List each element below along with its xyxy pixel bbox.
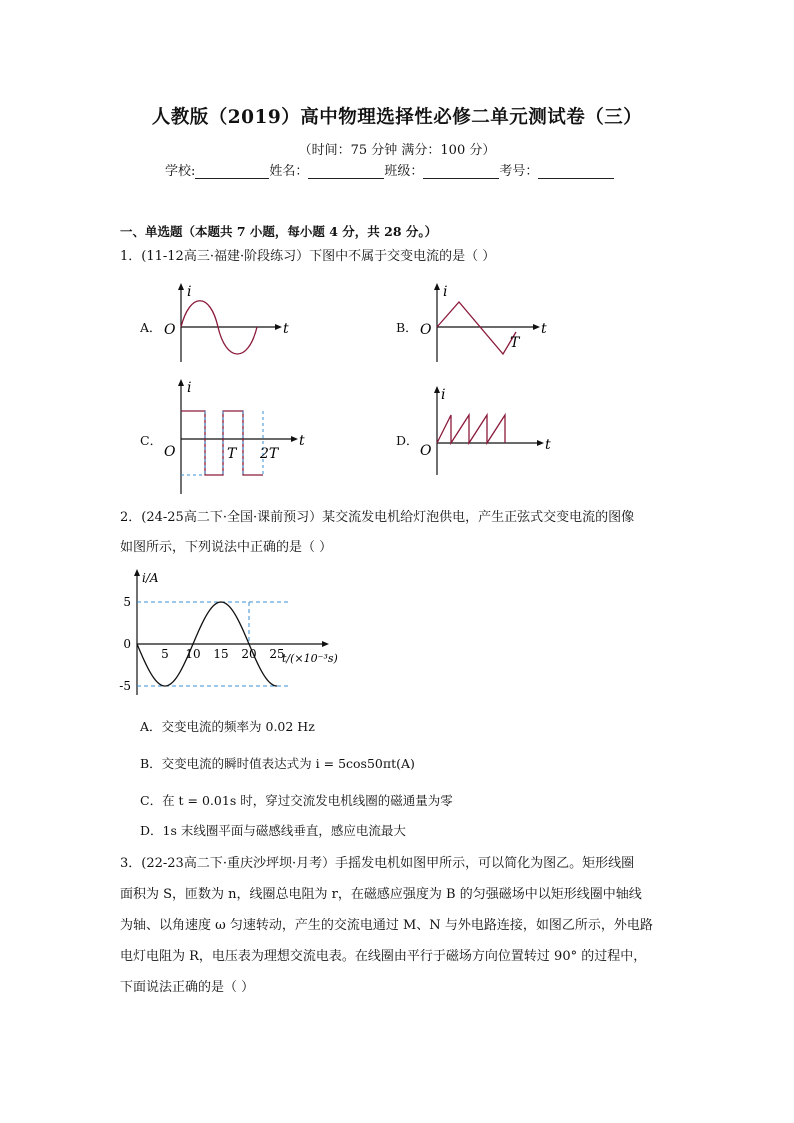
exam-no-field[interactable] [538,164,614,179]
origin-label: O [420,443,432,459]
school-label: 学校: [165,164,196,179]
origin-label: O [164,444,176,460]
sawtooth-wave [437,415,505,443]
question-1-stem: 1．(11-12高三·福建·阶段练习）下图中不属于交变电流的是（ ） [120,249,496,264]
q2-option-b: B．交变电流的瞬时值表达式为 i = 5cos50πt(A) [140,756,415,771]
axis-i-label: i [443,284,448,300]
question-3-line5: 下面说法正确的是（ ） [120,980,255,995]
axis-i-label: i [187,380,192,396]
exam-no-label: 考号： [499,164,539,179]
question-2-stem-line1: 2．(24-25高二下·全国·课前预习）某交流发电机给灯泡供电，产生正弦式交变电流的图像 [120,510,635,525]
axis-i-label: i [187,284,192,300]
x-axis-label: t/(×10⁻³s) [282,652,338,665]
period-T-label: T [227,446,237,462]
school-field[interactable] [195,164,269,179]
x-tick-label: 10 [185,647,201,661]
axis-t-label: t [545,437,551,453]
x-arrow [322,641,329,647]
axis-t-label: t [283,321,289,337]
question-3-line4: 电灯电阻为 R，电压表为理想交流电表。在线圈由平行于磁场方向位置转过 90° 的过程中， [120,949,647,964]
x-tick-label: 15 [213,647,229,661]
question-3-line2: 面积为 S，匝数为 n，线圈总电阻为 r，在磁感应强度为 B 的匀强磁场中以矩形线圈中轴线 [120,887,642,902]
page-title: 人教版（2019）高中物理选择性必修二单元测试卷（三） [151,107,643,128]
period-2T-label: 2T [260,446,279,462]
question-3-line1: 3．(22-23高二下·重庆沙坪坝·月考）手摇发电机如图甲所示，可以简化为图乙。矩形线圈 [120,856,635,871]
x-arrow [533,324,540,330]
x-tick-label: 25 [269,647,285,661]
question-3-line3: 为轴、以角速度 ω 匀速转动，产生的交流电通过 M、N 与外电路连接，如图乙所示，外电路 [120,918,653,933]
x-arrow [275,324,282,330]
axis-t-label: t [541,321,547,337]
q2-current-chart [115,565,365,700]
q1-graph-a [160,282,300,367]
y-tick-label: -5 [119,679,131,693]
y-axis-label: i/A [142,571,159,585]
period-T-label: T [510,335,520,351]
y-tick-label: 5 [123,595,131,609]
q1-graph-b [416,282,556,367]
y-arrow [178,283,184,290]
origin-label: O [420,322,432,338]
name-label: 姓名： [269,164,309,179]
q1-graph-c [160,378,310,498]
q1-option-c-label: C． [140,433,163,448]
origin-label: O [164,322,176,338]
class-field[interactable] [423,164,499,179]
q2-option-a: A．交变电流的频率为 0.02 Hz [140,719,315,734]
class-label: 班级： [384,164,424,179]
q1-option-a-label: A． [140,320,162,335]
y-tick-label: 0 [123,637,131,651]
y-arrow [134,569,140,576]
x-arrow [537,440,544,446]
x-tick-label: 5 [161,647,169,661]
axis-i-label: i [441,387,446,403]
q1-option-b-label: B． [396,320,418,335]
q2-option-c: C．在 t = 0.01s 时，穿过交流发电机线圈的磁通量为零 [140,793,453,808]
question-2-stem-line2: 如图所示，下列说法中正确的是（ ） [120,540,333,555]
y-arrow [434,386,440,393]
y-arrow [434,283,440,290]
x-arrow [291,436,298,442]
q2-option-d: D．1s 末线圈平面与磁感线垂直，感应电流最大 [140,823,406,838]
time-score-line: （时间：75 分钟 满分：100 分） [298,143,496,158]
name-field[interactable] [308,164,384,179]
triangle-wave [437,302,516,354]
q1-graph-d [416,385,556,480]
y-arrow [178,379,184,386]
axis-t-label: t [299,433,305,449]
section-heading: 一、单选题（本题共 7 小题，每小题 4 分，共 28 分。） [120,224,438,239]
q1-option-d-label: D． [396,433,419,448]
student-info-line [165,160,614,179]
square-wave [181,411,263,475]
x-tick-label: 20 [241,647,257,661]
